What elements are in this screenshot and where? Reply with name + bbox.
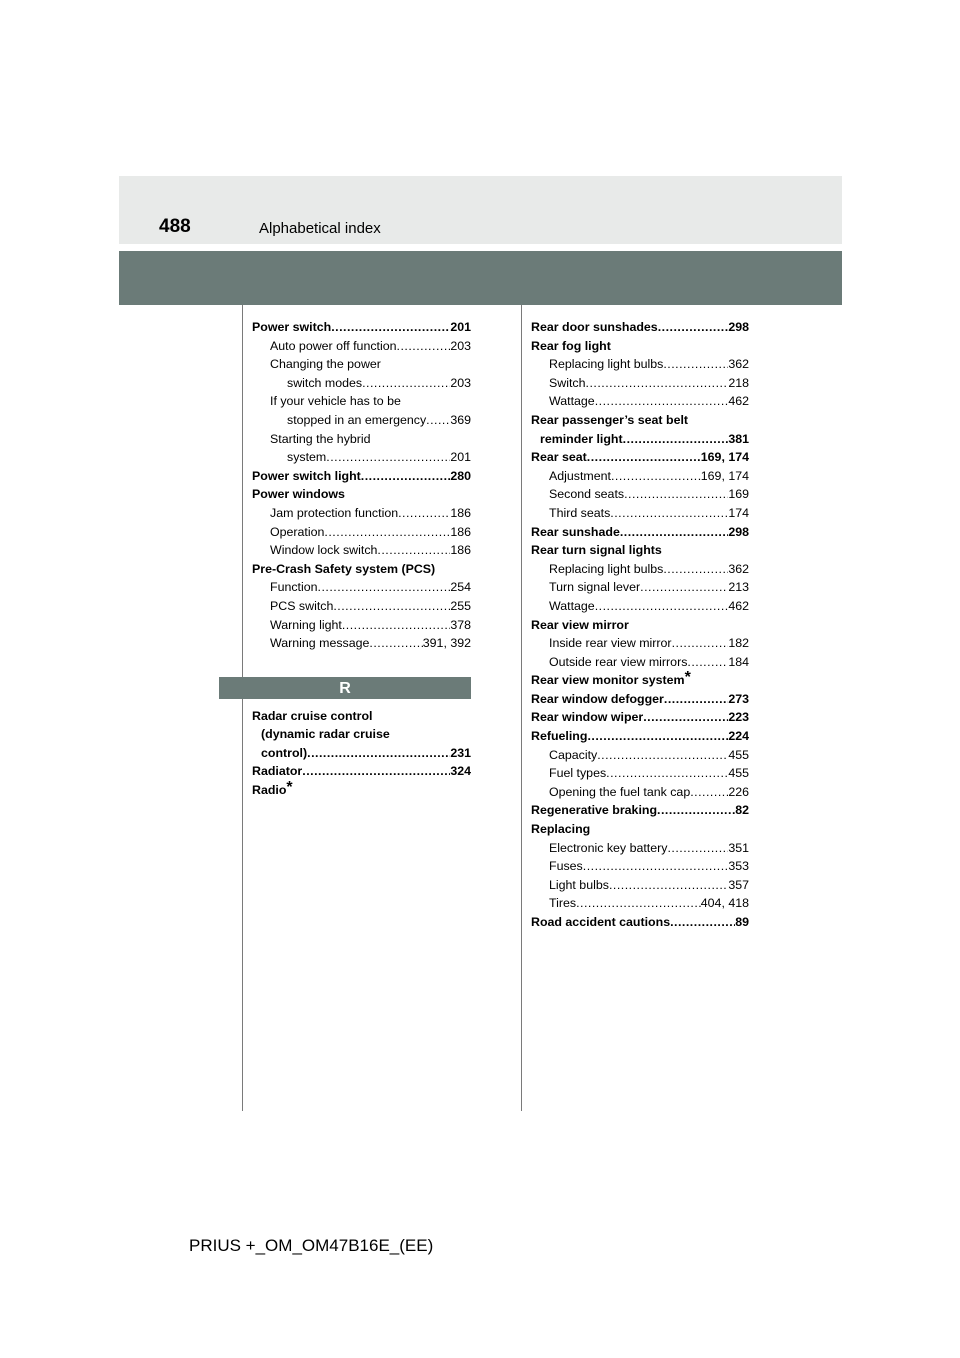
radio-label: Radio [252, 783, 287, 798]
index-entry: Pre-Crash Safety system (PCS) [252, 561, 436, 576]
index-subentry: Tires ..... 404, 418 [531, 894, 749, 913]
index-subentry: Replacing light bulbs ..... 362 [531, 560, 749, 579]
index-entry: Radiator ..... 324 [252, 762, 471, 781]
index-entry: Rear turn signal lights [531, 543, 662, 558]
index-subentry-continued: switch modes ..... 203 [252, 374, 471, 393]
index-subentry: Inside rear view mirror ..... 182 [531, 634, 749, 653]
index-entry-continued: reminder light ..... 381 [531, 430, 749, 449]
index-entry-continued: control) ..... 231 [252, 744, 471, 763]
index-entry [531, 671, 749, 690]
index-subentry: Auto power off function ..... 203 [252, 337, 471, 356]
index-entry: Rear fog light [531, 338, 611, 353]
index-subentry: Wattage ..... 462 [531, 597, 749, 616]
index-subentry: Adjustment ..... 169, 174 [531, 467, 749, 486]
rear-view-monitor-label: Rear view monitor system [531, 673, 685, 688]
index-entry: Rear passenger’s seat belt [531, 412, 689, 427]
header-dark-band [119, 251, 842, 305]
index-entry: Rear seat ..... 169, 174 [531, 448, 749, 467]
index-subentry: Warning light ..... 378 [252, 616, 471, 635]
index-subentry: Electronic key battery ..... 351 [531, 839, 749, 858]
index-subentry: Function ..... 254 [252, 578, 471, 597]
index-entry: Rear sunshade ..... 298 [531, 523, 749, 542]
index-entry: Power switch light ..... 280 [252, 467, 471, 486]
index-subentry: If your vehicle has to be [270, 394, 401, 409]
index-subentry-continued: system ..... 201 [252, 448, 471, 467]
index-subentry: Switch ..... 218 [531, 374, 749, 393]
index-subentry: Fuses ..... 353 [531, 857, 749, 876]
index-entry: Replacing [531, 822, 591, 837]
right-index-column [531, 318, 749, 932]
footer-manual-code: PRIUS +_OM_OM47B16E_(EE) [189, 1236, 434, 1255]
left-index-column [252, 318, 471, 800]
index-subentry: Window lock switch ..... 186 [252, 541, 471, 560]
index-entry [252, 781, 471, 800]
index-entry: Rear door sunshades ..... 298 [531, 318, 749, 337]
index-subentry: Light bulbs ..... 357 [531, 876, 749, 895]
index-entry: Power switch ..... 201 [252, 318, 471, 337]
index-entry: Power windows [252, 487, 345, 502]
index-entry-continued: (dynamic radar cruise [261, 727, 390, 742]
index-subentry: Turn signal lever ..... 213 [531, 578, 749, 597]
index-subentry: Fuel types ..... 455 [531, 764, 749, 783]
index-subentry-continued: stopped in an emergency ..... 369 [252, 411, 471, 430]
index-entry: Rear view mirror [531, 617, 629, 632]
letter-heading-r: R [219, 677, 471, 699]
index-subentry: Starting the hybrid [270, 431, 371, 446]
index-subentry: Third seats ..... 174 [531, 504, 749, 523]
index-entry: Rear window defogger ..... 273 [531, 690, 749, 709]
index-subentry: Operation ..... 186 [252, 523, 471, 542]
index-subentry: Opening the fuel tank cap ..... 226 [531, 783, 749, 802]
left-column-rule [242, 305, 243, 1111]
index-entry: Road accident cautions ..... 89 [531, 913, 749, 932]
index-entry: Rear window wiper ..... 223 [531, 708, 749, 727]
index-entry: Refueling ..... 224 [531, 727, 749, 746]
index-subentry: Changing the power [270, 357, 381, 372]
index-entry: Radar cruise control [252, 708, 373, 723]
index-subentry: Warning message ..... 391, 392 [252, 634, 471, 653]
header-band [119, 176, 842, 244]
index-subentry: PCS switch ..... 255 [252, 597, 471, 616]
index-subentry: Jam protection function ..... 186 [252, 504, 471, 523]
page-number: 488 [159, 216, 191, 237]
index-entry: Regenerative braking ..... 82 [531, 801, 749, 820]
index-subentry: Replacing light bulbs ..... 362 [531, 355, 749, 374]
asterisk-mark: * [684, 669, 691, 687]
section-title: Alphabetical index [259, 220, 381, 237]
right-column-rule [521, 305, 522, 1111]
index-subentry: Second seats ..... 169 [531, 485, 749, 504]
index-subentry: Wattage ..... 462 [531, 392, 749, 411]
index-subentry: Capacity ..... 455 [531, 746, 749, 765]
index-subentry: Outside rear view mirrors ..... 184 [531, 653, 749, 672]
asterisk-mark: * [286, 779, 293, 797]
